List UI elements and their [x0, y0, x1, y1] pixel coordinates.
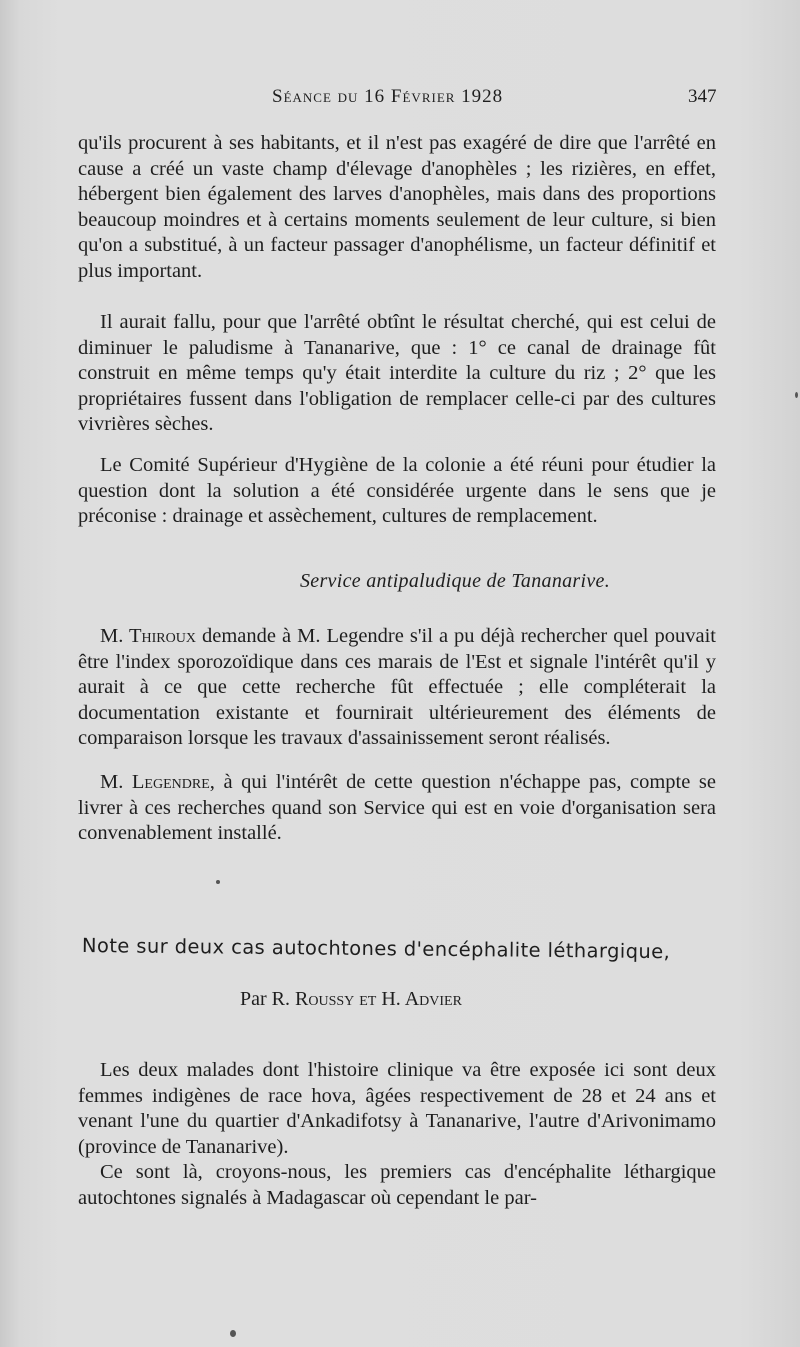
speaker-name: M. Thiroux — [100, 625, 196, 647]
note-title: Note sur deux cas autochtones d'encéphalite léthargique, — [81, 934, 671, 964]
body-paragraph: qu'ils procurent à ses habitants, et il n'est pas exagéré de dire que l'arrêté en cause a créé un vaste champ d'élevage d'anophèles ; les rizières, en effet, hébergent bien également des larves d'anophèles, mais dans des proportions beaucoup moindres et à certains moments seulement de leur culture, si bien qu'on a substitué, à un facteur passager d'anophélisme, un facteur définitif et plus important. — [78, 132, 716, 282]
discussion-paragraph — [78, 770, 716, 847]
print-speck — [795, 392, 798, 398]
print-speck — [216, 880, 220, 884]
speaker-name: M. Legendre — [100, 771, 210, 793]
note-paragraph: Ce sont là, croyons-nous, les premiers cas d'encéphalite léthargique autochtones signalés à Madagascar où cependant le par- — [78, 1161, 716, 1209]
section-heading: Service antipaludique de Tananarive. — [300, 570, 611, 592]
running-head-title: Séance du 16 Février 1928 — [272, 86, 504, 107]
note-authors — [240, 988, 462, 1011]
authors-names: R. Roussy et H. Advier — [271, 988, 462, 1010]
discussion-text: demande à M. Legendre s'il a pu déjà rechercher quel pouvait être l'index sporozoïdique dans ces marais de l'Est et signale l'intérêt qu'il y aurait à ce que cette recherche fût effectuée ; elle compléterait la documentation existante et fournirait ultérieurement des éléments de comparaison lorsque les travaux d'assainissement seront réalisés. — [78, 625, 717, 750]
authors-prefix: Par — [240, 988, 267, 1010]
running-head — [0, 86, 800, 116]
body-paragraph: Le Comité Supérieur d'Hygiène de la colonie a été réuni pour étudier la question dont la solution a été considérée urgente dans le sens que je préconise : drainage et assèchement, cultures de remplacement. — [78, 454, 716, 528]
body-paragraph: Il aurait fallu, pour que l'arrêté obtînt le résultat cherché, qui est celui de diminuer le paludisme à Tananarive, que : 1° ce canal de drainage fût construit en même temps qu'y était interdite la culture du riz ; 2° que les propriétaires fussent dans l'obligation de remplacer celle-ci par des cultures vivrières sèches. — [78, 311, 716, 436]
print-speck — [230, 1330, 236, 1337]
discussion-paragraph — [78, 624, 716, 752]
discussion-text: , à qui l'intérêt de cette question n'échappe pas, compte se livrer à ces recherches quand son Service qui est en voie d'organisation sera convenablement installé. — [78, 771, 716, 845]
note-paragraph: Les deux malades dont l'histoire clinique va être exposée ici sont deux femmes indigènes de race hova, âgées respectivement de 28 et 24 ans et venant l'une du quartier d'Ankadifotsy à Tananarive, l'autre d'Arivonimamo (province de Tananarive). — [78, 1059, 716, 1158]
page-number: 347 — [688, 86, 717, 107]
